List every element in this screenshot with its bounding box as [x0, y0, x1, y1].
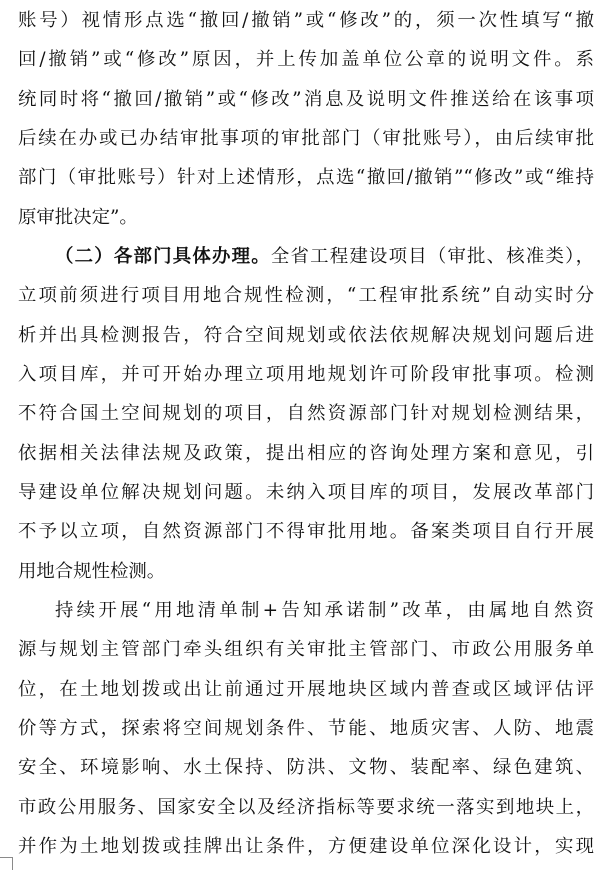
text-line: 入项目库，并可开始办理立项用地规划许可阶段审批事项。检测 — [18, 364, 594, 385]
section-heading: （二）各部门具体办理。 — [55, 246, 271, 267]
text-line: 析并出具检测报告，符合空间规划或依法依规解决规划问题后进 — [18, 325, 594, 346]
text-line: 安全、环境影响、水土保持、防洪、文物、装配率、绿色建筑、 — [18, 757, 594, 778]
text-line: 不符合国土空间规划的项目，自然资源部门针对规划检测结果， — [18, 403, 594, 424]
text-line: 位，在土地划拨或出让前通过开展地块区域内普查或区域评估评 — [18, 679, 594, 700]
text-line: 用地合规性检测。 — [18, 561, 166, 582]
text-line: 不予以立项，自然资源部门不得审批用地。备案类项目自行开展 — [18, 521, 594, 542]
text-line: 持续开展“用地清单制+告知承诺制”改革，由属地自然资 — [55, 600, 594, 621]
page-corner-mark — [0, 857, 13, 870]
text-line: 回/撤销”或“修改”原因，并上传加盖单位公章的说明文件。系 — [18, 49, 594, 70]
text-line: 并作为土地划拨或挂牌出让条件，方便建设单位深化设计，实现 — [18, 836, 594, 857]
text-line: 源与规划主管部门牵头组织有关审批主管部门、市政公用服务单 — [18, 639, 594, 660]
text-line: 导建设单位解决规划问题。未纳入项目库的项目，发展改革部门 — [18, 482, 594, 503]
text-line: 部门（审批账号）针对上述情形，点选“撤回/撤销”“修改”或“维持 — [18, 167, 594, 188]
text-line: 后续在办或已办结审批事项的审批部门（审批账号），由后续审批 — [18, 128, 594, 149]
text-line: 市政公用服务、国家安全以及经济指标等要求统一落实到地块上， — [18, 797, 594, 818]
text-line-with-heading — [55, 240, 594, 274]
text-line: 价等方式，探索将空间规划条件、节能、地质灾害、人防、地震 — [18, 718, 594, 739]
text-line: 账号）视情形点选“撤回/撤销”或“修改”的，须一次性填写“撤 — [18, 10, 594, 31]
text-line: 原审批决定”。 — [18, 207, 138, 228]
text-line: 统同时将“撤回/撤销”或“修改”消息及说明文件推送给在该事项 — [18, 89, 594, 110]
text-line: 依据相关法律法规及政策，提出相应的咨询处理方案和意见，引 — [18, 443, 594, 464]
text-run: 全省工程建设项目（审批、核准类）， — [270, 246, 594, 267]
text-line: 立项前须进行项目用地合规性检测，“工程审批系统”自动实时分 — [18, 285, 594, 306]
